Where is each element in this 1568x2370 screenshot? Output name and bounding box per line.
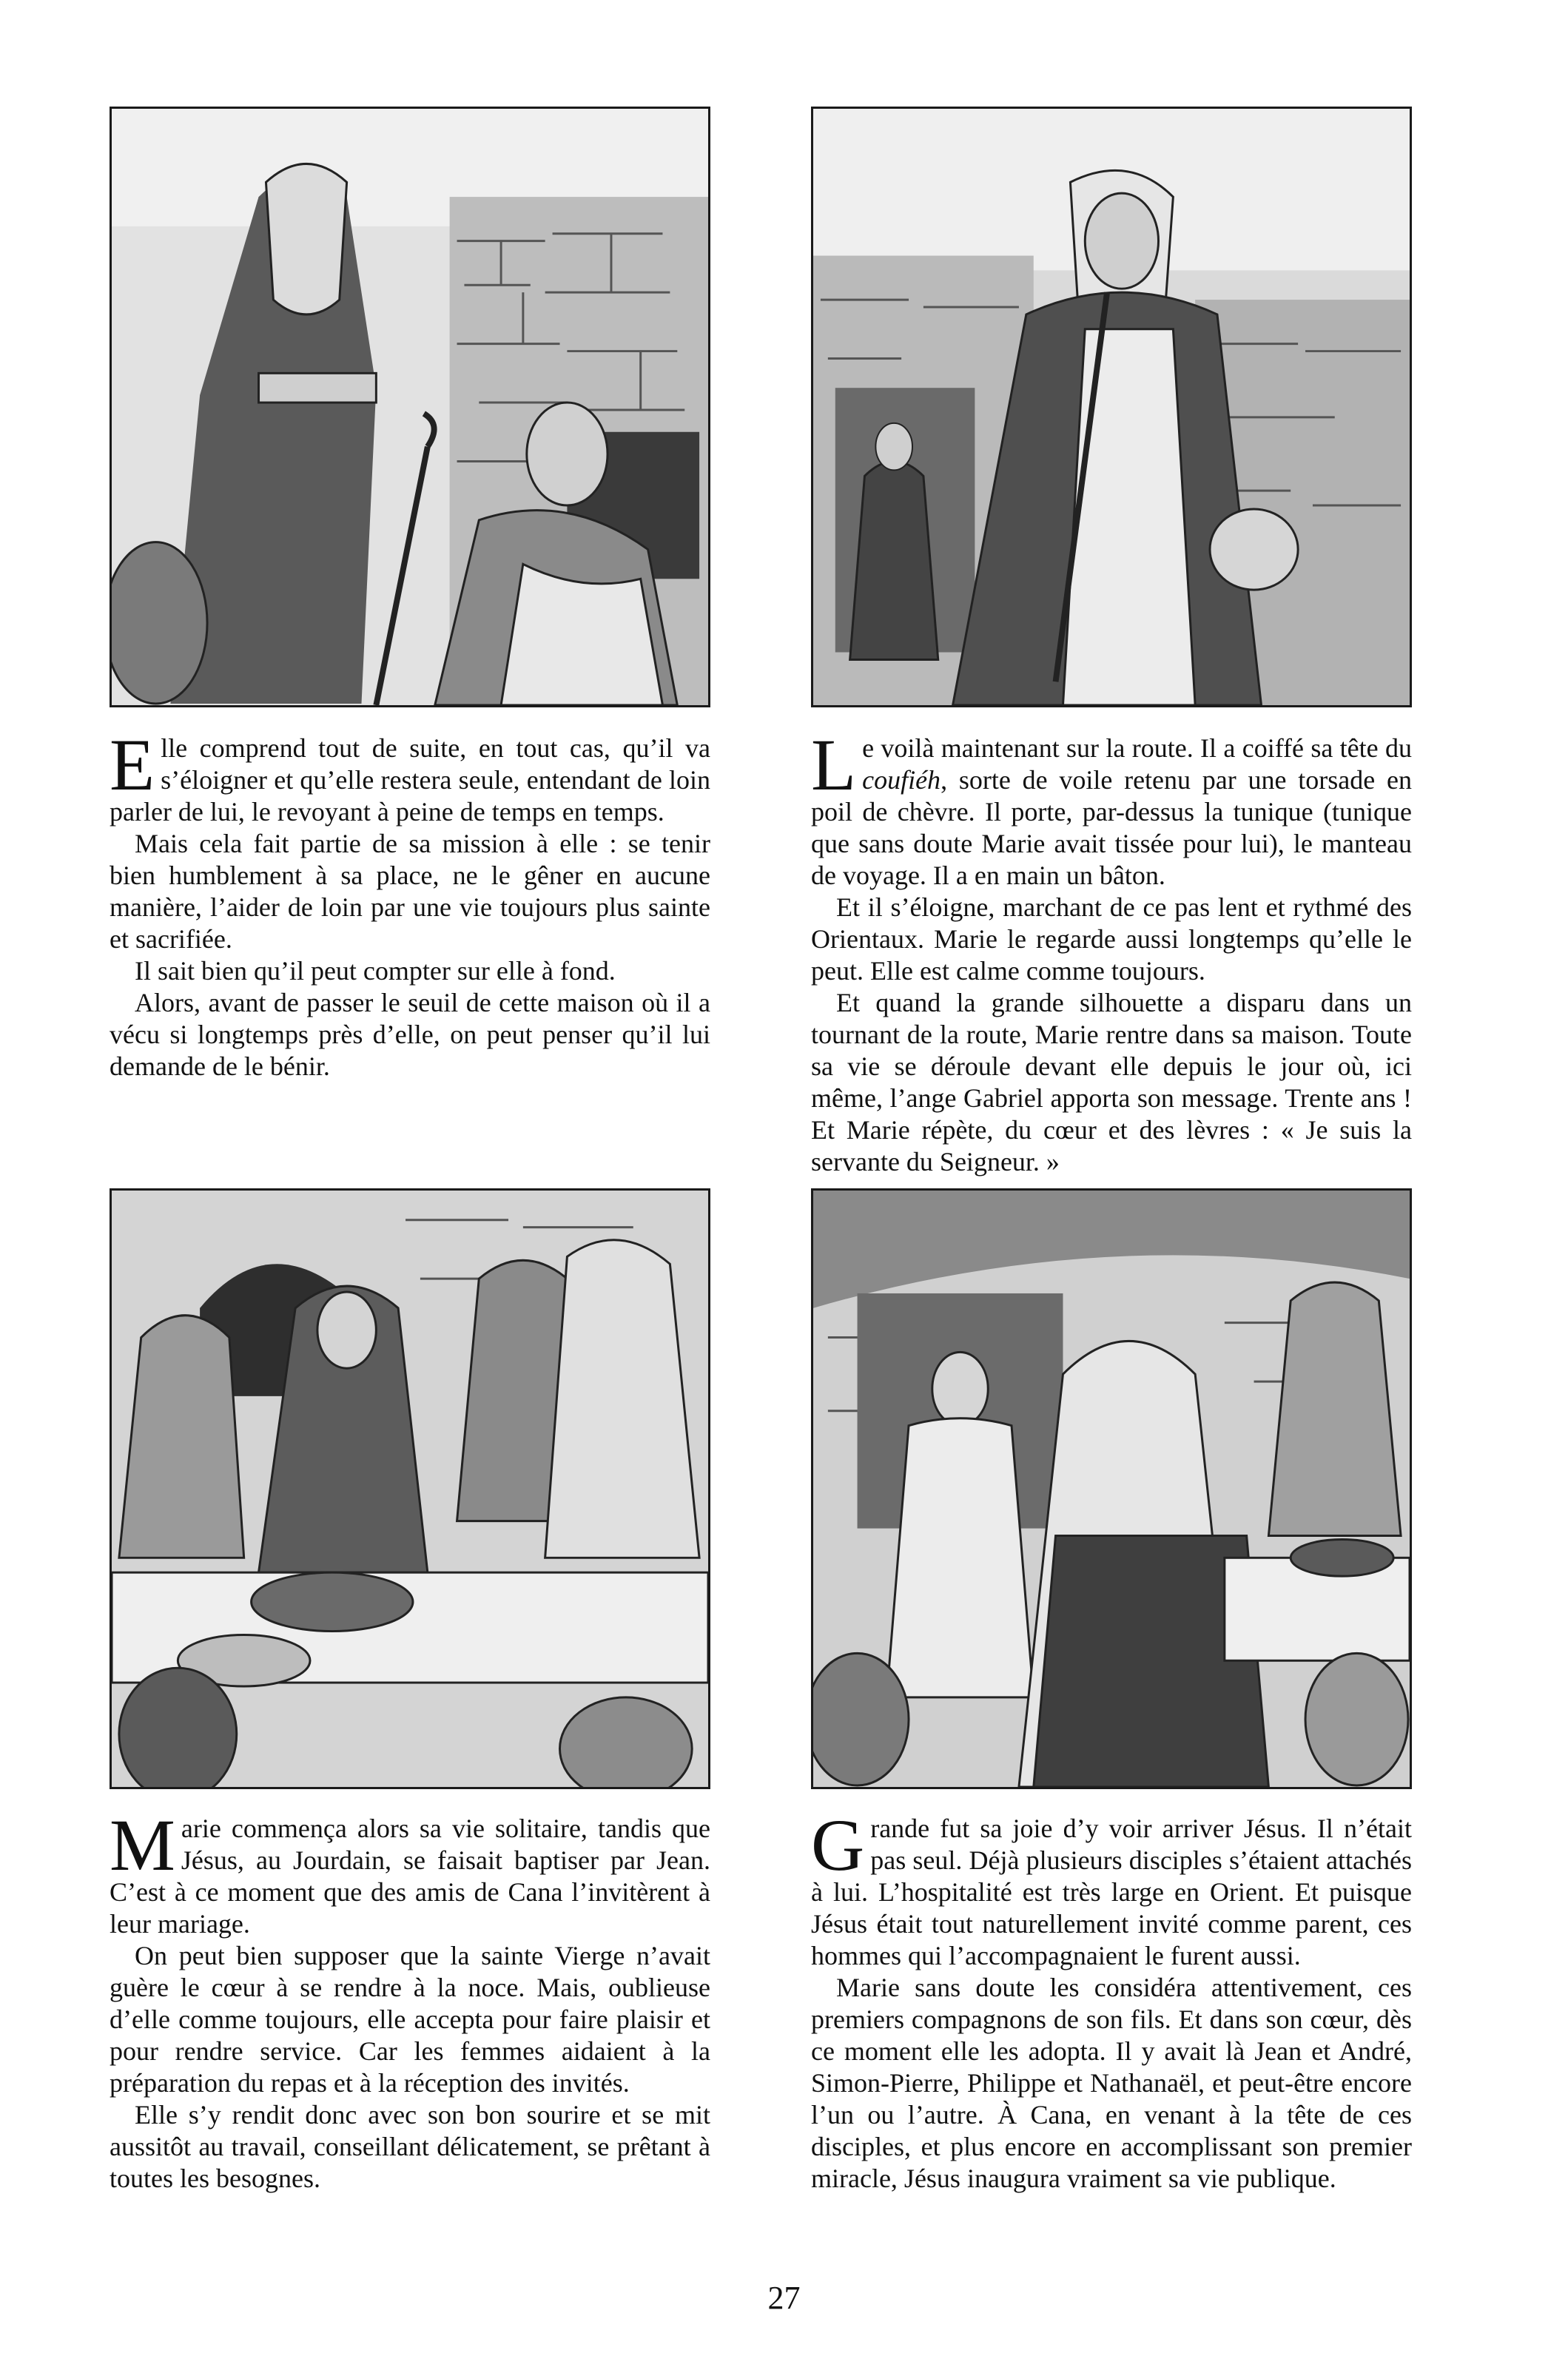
illustration-jesus-on-road	[811, 107, 1412, 707]
illustration-wedding-preparation	[110, 1188, 710, 1789]
paragraph: Et quand la grande silhouette a disparu dans un tournant de la route, Marie rentre dans sa maison. Toute sa vie se déroule devant elle depuis le jour où, ici même, l’ange Gabriel apporta son message. Trente ans ! Et Marie répète, du cœur et des lèvres : « Je suis la servante du Seigneur. »	[811, 988, 1412, 1176]
paragraph	[110, 724, 710, 828]
illustration-drawing	[813, 109, 1410, 705]
paragraph-text: arie commença alors sa vie solitaire, tandis que Jésus, au Jourdain, se faisait baptiser par Jean. C’est à ce moment que des amis de Cana l’invitèrent à leur mariage.	[110, 1814, 710, 1939]
paragraph	[811, 724, 1412, 892]
paragraph: Alors, avant de passer le seuil de cette maison où il a vécu si longtemps près d’elle, on peut penser qu’il lui demande de le bénir.	[110, 988, 710, 1081]
italic-term: coufiéh	[862, 765, 941, 795]
paragraph: Marie sans doute les considéra attentivement, ces premiers compagnons de son fils. Et dans son cœur, dès ce moment elle les adopta. Il y avait là Jean et André, Simon-Pierre, Philippe et Nathanaël, et peut-être encore l’un ou l’autre. À Cana, en venant à la tête de ces disciples, et plus encore en accomplissant son premier miracle, Jésus inaugura vraiment sa vie publique.	[811, 1973, 1412, 2193]
paragraph: Elle s’y rendit donc avec son bon sourire et se mit aussitôt au travail, conseillant délicatement, se prêtant à toutes les besognes.	[110, 2100, 710, 2193]
page-number: 27	[767, 2280, 801, 2316]
illustration-drawing	[813, 1191, 1410, 1787]
paragraph	[811, 1804, 1412, 1972]
paragraph-text: , sorte de voile retenu par une torsade en poil de chèvre. Il porte, par-dessus la tunique (tunique que sans doute Marie avait tissée pour lui), le manteau de voyage. Il a en main un bâton.	[811, 765, 1412, 890]
text-column-bottom-right	[811, 1804, 1412, 2195]
paragraph: Il sait bien qu’il peut compter sur elle à fond.	[135, 956, 616, 986]
paragraph-text: e voilà maintenant sur la route. Il a coiffé sa tête du	[862, 733, 1412, 763]
paragraph	[110, 1804, 710, 1940]
paragraph: Et il s’éloigne, marchant de ce pas lent et rythmé des Orientaux. Marie le regarde aussi longtemps qu’elle le peut. Elle est calme comme toujours.	[811, 892, 1412, 986]
dropcap: L	[811, 724, 857, 806]
paragraph: Mais cela fait partie de sa mission à elle : se tenir bien humblement à sa place, ne le gêner en aucune manière, l’aider de loin par une vie toujours plus sainte et sacrifiée.	[110, 829, 710, 954]
paragraph-text: lle comprend tout de suite, en tout cas, qu’il va s’éloigner et qu’elle restera seule, entendant de loin parler de lui, le revoyant à peine de temps en temps.	[110, 733, 710, 827]
text-column-bottom-left	[110, 1804, 710, 2195]
paragraph: On peut bien supposer que la sainte Vierge n’avait guère le cœur à se rendre à la noce. Mais, oublieuse d’elle comme toujours, elle accepta pour faire plaisir et pour rendre service. Car les femmes aidaient à la préparation du repas et à la réception des invités.	[110, 1941, 710, 2098]
illustration-drawing	[112, 1191, 708, 1787]
dropcap: M	[110, 1804, 175, 1886]
paragraph-text: rande fut sa joie d’y voir arriver Jésus. Il n’était pas seul. Déjà plusieurs disciples s’étaient attachés à lui. L’hospitalité est très large en Orient. Et puisque Jésus était tout naturellement invité comme parent, ces hommes qui l’accompagnaient le furent aussi.	[811, 1814, 1412, 1970]
dropcap: G	[811, 1804, 865, 1886]
illustration-jesus-arrives-at-cana	[811, 1188, 1412, 1789]
illustration-mary-blessing-jesus	[110, 107, 710, 707]
dropcap: E	[110, 724, 155, 806]
text-column-top-right	[811, 724, 1412, 1178]
illustration-drawing	[112, 109, 708, 705]
text-column-top-left	[110, 724, 710, 1083]
